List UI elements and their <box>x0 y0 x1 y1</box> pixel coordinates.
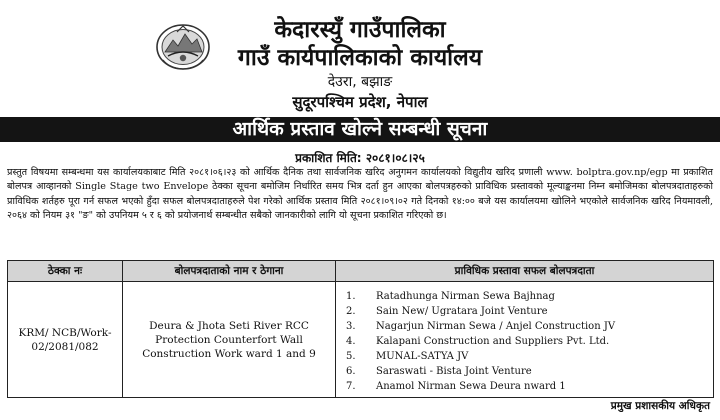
contract-number: KRM/ NCB/Work-02/2081/082 <box>8 282 123 398</box>
list-item: 4. Kalapani Construction and Suppliers Pvt. Ltd. <box>346 335 610 347</box>
address-line-2: सुदूरपश्चिम प्रदेश, नेपाल <box>292 93 428 111</box>
published-date-value: २०८१।०८।२५ <box>365 151 425 165</box>
bidders-cell <box>336 282 714 398</box>
list-item: 6. Saraswati - Bista Joint Venture <box>346 365 532 377</box>
list-item: 2. Sain New/ Ugratara Joint Venture <box>346 305 548 317</box>
list-item: 3. Nagarjun Nirman Sewa / Anjel Construction JV <box>346 320 616 332</box>
list-item: 5. MUNAL-SATYA JV <box>346 350 469 362</box>
work-description: Deura & Jhota Seti River RCC Protection Counterfort Wall Construction Work ward 1 and 9 <box>123 282 336 398</box>
header-bidder-name: बोलपत्रदाताको नाम र ठेगाना <box>123 261 336 282</box>
published-date <box>0 149 720 166</box>
notice-title-banner: आर्थिक प्रस्ताव खोल्ने सम्बन्धी सूचना <box>0 117 720 142</box>
office-subtitle: गाउँ कार्यपालिकाको कार्यालय <box>237 45 483 71</box>
table-row <box>8 282 714 398</box>
list-item: 7. Anamol Nirman Sewa Deura nward 1 <box>346 380 566 392</box>
bidders-list <box>336 286 713 394</box>
office-name: केदारस्युँ गाउँपालिका <box>274 17 446 43</box>
published-date-label: प्रकाशित मिति: <box>295 151 362 165</box>
bidders-table <box>7 260 714 398</box>
table-header-row <box>8 261 714 282</box>
address-line-1: देउरा, बझाङ <box>327 74 393 90</box>
signatory-title: प्रमुख प्रशासकीय अधिकृत <box>610 400 710 412</box>
header-contract-no: ठेक्का नः <box>8 261 123 282</box>
header-successful-bidders: प्राविधिक प्रस्तावा सफल बोलपत्रदाता <box>336 261 714 282</box>
notice-body-text: प्रस्तुत विषयमा सम्बन्धमा यस कार्यालयकाबाट मिति २०८१।०६।२३ को आर्थिक दैनिक तथा सार्वजनिक खरिद अनुगमन कार्यालयको विद्युतीय खरिद प्रणाली www. bolptra.gov.np/egp मा प्रकाशित बोलपत्र आव्हानको Single Stage two Envelope ठेक्का सूचना बमोजिम निर्धारित समय भित्र दर्ता हुन आएका बोलपत्रहरुको प्राविधिक प्रस्तावको मूल्याङ्कनमा निम्न बमोजिमका बोलपत्रदाताहरुको प्राविधिक शर्तहरु पूरा गर्न सफल भएको हुँदा सफल बोलपत्रदाताहरुले पेश गरेको आर्थिक प्रस्ताव मिति २०८१।०९।०२ गते दिनको १४:०० बजे यस कार्यालयमा खोलिने भएकोले सार्वजनिक खरिद नियमावली, २०६४ को नियम ३१ "ङ" को उपनियम ५ र ६ को प्रयोजनार्थ सम्बन्धीत सबैको जानकारीको लागि यो सूचना प्रकाशित गरिएको छ। <box>7 167 713 221</box>
list-item: 1. Ratadhunga Nirman Sewa Bajhnag <box>346 290 555 302</box>
